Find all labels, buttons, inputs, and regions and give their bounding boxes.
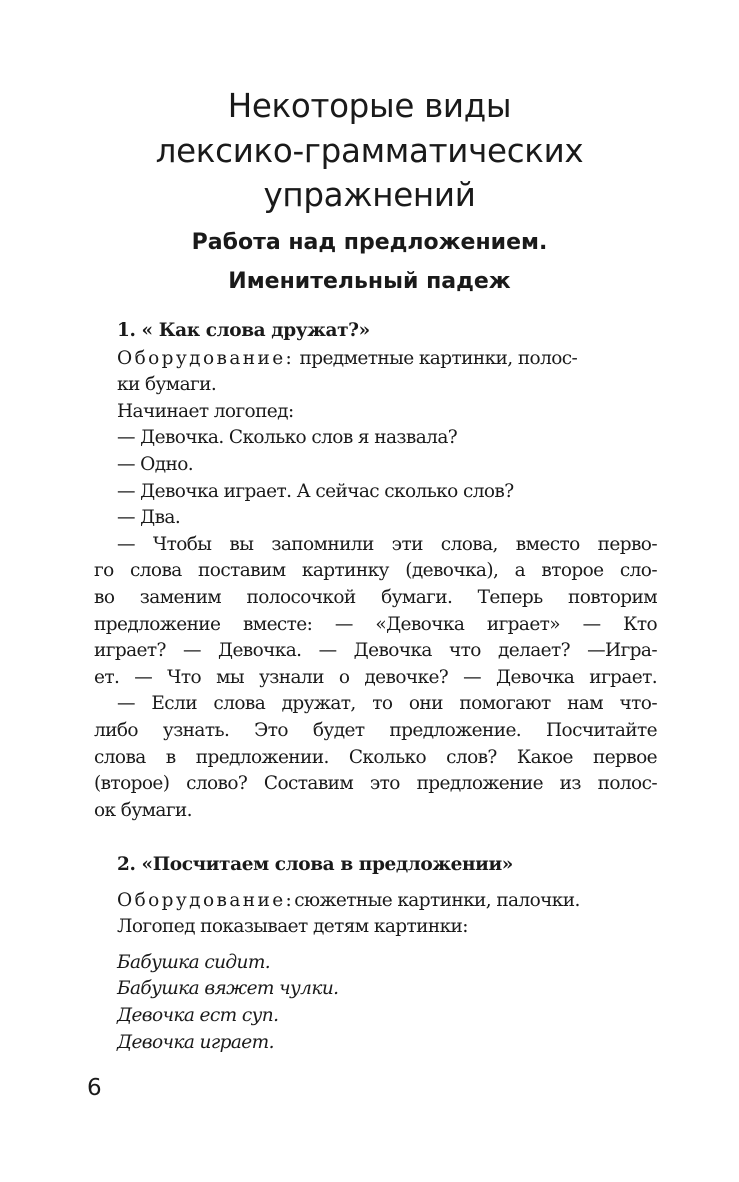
exercise-2-heading: 2. «Посчитаем слова в предложении» bbox=[117, 854, 513, 875]
section-title-line: Именительный падеж bbox=[228, 269, 511, 294]
dialogue-line: — Девочка. Сколько слов я назвала? bbox=[117, 427, 458, 449]
chapter-title-line: упражнений bbox=[263, 176, 476, 214]
paragraph-line: — Если слова дружат, то они помогают нам что- bbox=[117, 693, 657, 715]
equipment-label: Оборудование: bbox=[117, 889, 295, 911]
equipment-text: сюжетные картинки, палочки. bbox=[294, 889, 580, 911]
paragraph-line: ок бумаги. bbox=[94, 799, 192, 821]
example-sentence: Девочка ест суп. bbox=[117, 1004, 279, 1026]
paragraph-line: во заменим полосочкой бумаги. Теперь повторим bbox=[94, 586, 657, 608]
paragraph-line: (второе) слово? Составим это предложение из полос- bbox=[94, 773, 657, 795]
paragraph-line: ет. — Что мы узнали о девочке? — Девочка играет. bbox=[94, 666, 657, 688]
paragraph-line: — Чтобы вы запомнили эти слова, вместо перво- bbox=[117, 533, 657, 555]
dialogue-line: — Два. bbox=[117, 507, 181, 529]
section-title bbox=[0, 223, 739, 301]
chapter-title bbox=[0, 84, 739, 218]
dialogue-line: — Одно. bbox=[117, 453, 194, 475]
dialogue-line: — Девочка играет. А сейчас сколько слов? bbox=[117, 480, 514, 502]
paragraph-line: Логопед показывает детям картинки: bbox=[117, 916, 468, 938]
paragraph-line: ки бумаги. bbox=[117, 374, 217, 396]
paragraph-line: Начинает логопед: bbox=[117, 400, 294, 422]
equipment-text: предметные картинки, полос- bbox=[294, 347, 578, 369]
exercise-1-equipment bbox=[117, 346, 657, 373]
paragraph-line: слова в предложении. Сколько слов? Какое первое bbox=[94, 746, 657, 768]
exercise-1-heading: 1. « Как слова дружат?» bbox=[117, 320, 370, 341]
example-sentence: Девочка играет. bbox=[117, 1031, 274, 1053]
example-sentence: Бабушка вяжет чулки. bbox=[117, 978, 339, 1000]
paragraph-line: играет? — Девочка. — Девочка что делает? —Игра- bbox=[94, 640, 657, 662]
paragraph-line: либо узнать. Это будет предложение. Посчитайте bbox=[94, 719, 657, 741]
paragraph-line: го слова поставим картинку (девочка), а второе сло- bbox=[94, 560, 657, 582]
exercise-2-equipment bbox=[117, 888, 657, 915]
example-sentence: Бабушка сидит. bbox=[117, 951, 271, 973]
chapter-title-line: Некоторые виды bbox=[227, 87, 512, 125]
paragraph-line: предложение вместе: — «Девочка играет» — Кто bbox=[94, 613, 657, 635]
equipment-label: Оборудование: bbox=[117, 347, 295, 369]
exercise-2 bbox=[117, 852, 657, 1056]
exercise-1 bbox=[94, 318, 657, 824]
section-title-line: Работа над предложением. bbox=[191, 230, 548, 255]
page-number: 6 bbox=[87, 1075, 102, 1101]
chapter-title-line: лексико-грамматических bbox=[155, 131, 584, 170]
